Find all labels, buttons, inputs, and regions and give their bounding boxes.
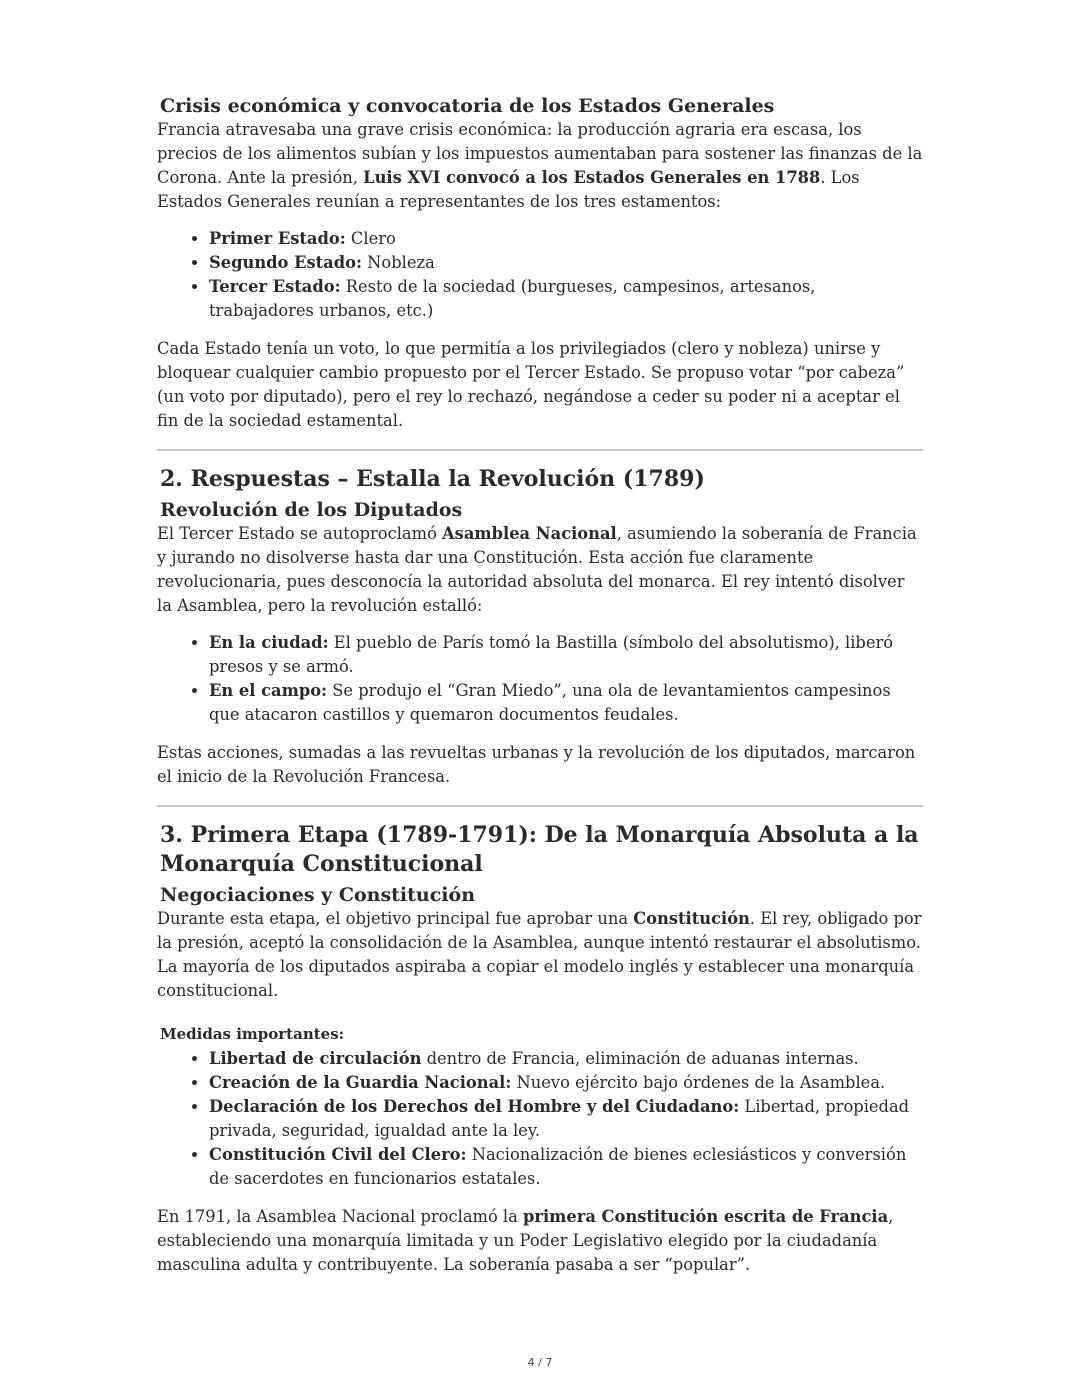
list-revolucion: [157, 631, 923, 727]
list-item: • Libertad de circulación dentro de Francia, eliminación de aduanas internas.: [209, 1047, 923, 1071]
divider: [157, 805, 923, 807]
section-heading-crisis: Crisis económica y convocatoria de los Estados Generales: [160, 95, 775, 117]
list-item: • Constitución Civil del Clero: Nacionalización de bienes eclesiásticos y conversión de sacerdotes en funcionarios estatales.: [209, 1143, 923, 1191]
list-item: • Declaración de los Derechos del Hombre y del Ciudadano: Libertad, propiedad privada, seguridad, igualdad ante la ley.: [209, 1095, 923, 1143]
page-content: [157, 94, 923, 1277]
section-title-primera-etapa: 3. Primera Etapa (1789-1791): De la Monarquía Absoluta a la Monarquía Constitucional: [160, 822, 919, 877]
section-heading-negociaciones: Negociaciones y Constitución: [160, 884, 476, 906]
list-item: • En la ciudad: El pueblo de París tomó la Bastilla (símbolo del absolutismo), liberó presos y se armó.: [209, 631, 923, 679]
paragraph-1791: En 1791, la Asamblea Nacional proclamó la primera Constitución escrita de Francia, estableciendo una monarquía limitada y un Poder Legislativo elegido por la ciudadanía masculina adulta y contribuyente. La soberanía pasaba a ser “popular”.: [157, 1207, 894, 1274]
list-item: • Tercer Estado: Resto de la sociedad (burgueses, campesinos, artesanos, trabajadores urbanos, etc.): [209, 275, 923, 323]
divider: [157, 449, 923, 451]
paragraph-constitucion: Durante esta etapa, el objetivo principal fue aprobar una Constitución. El rey, obligado por la presión, aceptó la consolidación de la Asamblea, aunque intentó restaurar el absolutismo. La mayoría de los diputados aspiraba a copiar el modelo inglés y establecer una monarquía constitucional.: [157, 909, 922, 1000]
paragraph-asamblea: El Tercer Estado se autoproclamó Asamblea Nacional, asumiendo la soberanía de Francia y jurando no disolverse hasta dar una Constitución. Esta acción fue claramente revolucionaria, pues desconocía la autoridad absoluta del monarca. El rey intentó disolver la Asamblea, pero la revolución estalló:: [157, 524, 917, 615]
section-heading-diputados: Revolución de los Diputados: [160, 499, 463, 521]
paragraph-crisis: Francia atravesaba una grave crisis económica: la producción agraria era escasa, los precios de los alimentos subían y los impuestos aumentaban para sostener las finanzas de la Corona. Ante la presión, Luis XVI convocó a los Estados Generales en 1788. Los Estados Generales reunían a representantes de los tres estamentos:: [157, 120, 923, 211]
paragraph-inicio: Estas acciones, sumadas a las revueltas urbanas y la revolución de los diputados, marcaron el inicio de la Revolución Francesa.: [157, 743, 916, 786]
list-medidas: [157, 1047, 923, 1191]
list-item: • Creación de la Guardia Nacional: Nuevo ejército bajo órdenes de la Asamblea.: [209, 1071, 923, 1095]
list-item: • Segundo Estado: Nobleza: [209, 251, 923, 275]
measures-heading: Medidas importantes:: [160, 1025, 345, 1043]
list-estamentos: [157, 227, 923, 323]
section-title-respuestas: 2. Respuestas – Estalla la Revolución (1789): [160, 466, 705, 492]
paragraph-voto: Cada Estado tenía un voto, lo que permitía a los privilegiados (clero y nobleza) unirse y bloquear cualquier cambio propuesto por el Tercer Estado. Se propuso votar “por cabeza” (un voto por diputado), pero el rey lo rechazó, negándose a ceder su poder ni a aceptar el fin de la sociedad estamental.: [157, 339, 905, 430]
page-number: 4 / 7: [527, 1356, 553, 1369]
list-item: • En el campo: Se produjo el “Gran Miedo”, una ola de levantamientos campesinos que atacaron castillos y quemaron documentos feudales.: [209, 679, 923, 727]
list-item: • Primer Estado: Clero: [209, 227, 923, 251]
